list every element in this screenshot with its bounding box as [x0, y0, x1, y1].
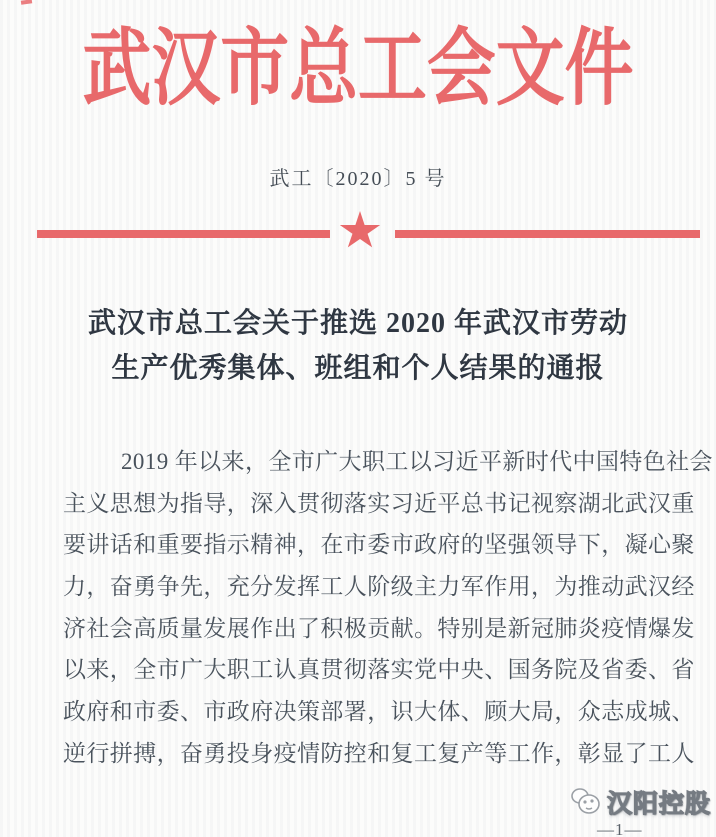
watermark	[567, 784, 711, 820]
body-text-line: 要讲话和重要指示精神，在市委市政府的坚强领导下，凝心聚	[63, 532, 695, 558]
body-text-line: 2019 年以来，全市广大职工以习近平新时代中国特色社会	[121, 449, 713, 474]
body-text-line: 主义思想为指导，深入贯彻落实习近平总书记视察湖北武汉重	[63, 490, 695, 516]
panda-logo-icon	[567, 786, 603, 818]
page-number: —1—	[597, 820, 643, 837]
body-text-line: 逆行拼搏，奋勇投身疫情防控和复工复产等工作，彰显了工人	[63, 740, 695, 766]
document-header-title	[0, 20, 716, 120]
red-divider-right	[395, 230, 700, 238]
body-text-line: 以来，全市广大职工认真贯彻落实党中央、国务院及省委、省	[63, 657, 695, 683]
body-text-line: 政府和市委、市政府决策部署，识大体、顾大局，众志成城、	[63, 699, 695, 725]
red-star-icon	[339, 211, 381, 251]
body-text-line: 济社会高质量发展作出了积极贡献。特别是新冠肺炎疫情爆发	[63, 615, 695, 641]
body-text-line: 力，奋勇争先，充分发挥工人阶级主力军作用，为推动武汉经	[63, 574, 695, 600]
document-number: 武工〔2020〕5 号	[269, 168, 447, 190]
document-title-line1: 武汉市总工会关于推选 2020 年武汉市劳动	[87, 308, 628, 339]
document-title	[0, 301, 716, 391]
red-divider-left	[37, 230, 330, 238]
watermark-text: 汉阳控股	[606, 791, 711, 818]
scan-artifact-mark	[21, 0, 32, 5]
document-title-line2: 生产优秀集体、班组和个人结果的通报	[111, 353, 605, 384]
org-title-text: 武汉市总工会文件	[82, 23, 634, 116]
document-body	[63, 441, 713, 775]
